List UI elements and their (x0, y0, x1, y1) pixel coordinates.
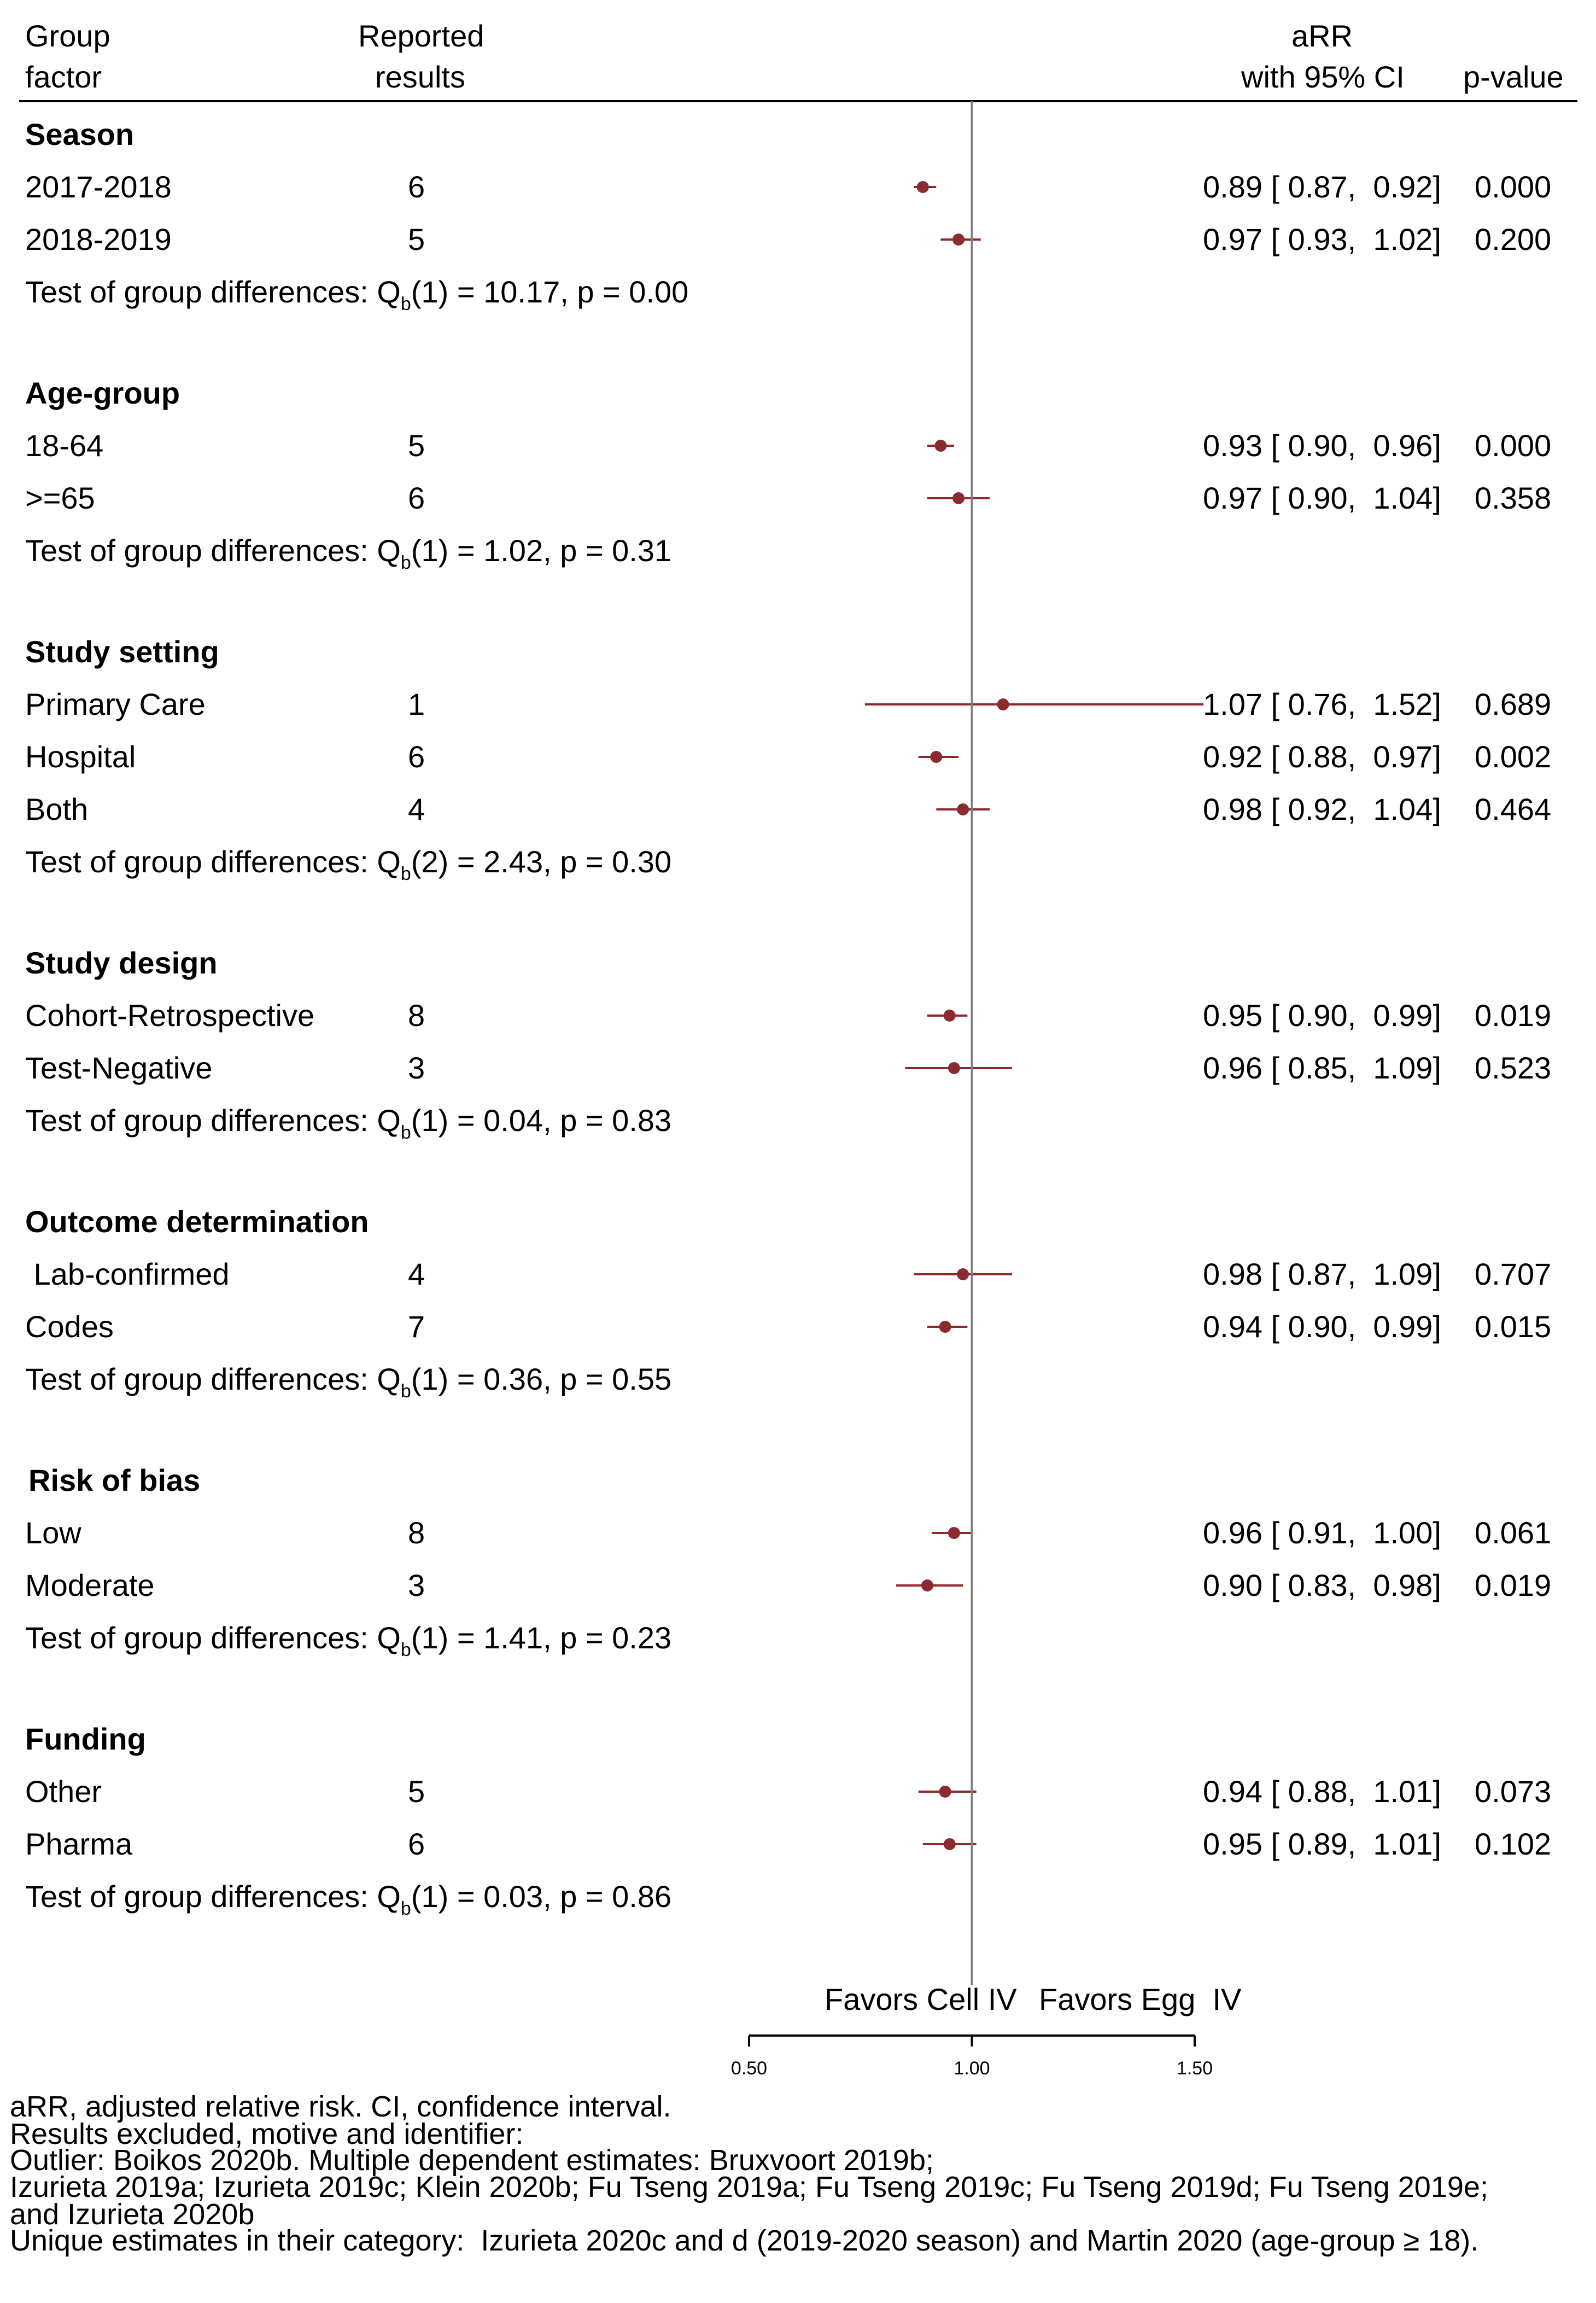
row-count: 6 (408, 481, 425, 515)
row-label: Moderate (25, 1568, 155, 1602)
test-subscript: b (400, 1381, 411, 1402)
group-difference-test (25, 844, 672, 884)
group-heading: Funding (25, 1722, 146, 1756)
row-count: 4 (408, 792, 425, 826)
row-pvalue: 0.000 (1475, 428, 1552, 463)
row-label: Hospital (25, 739, 136, 774)
row-ci-text: 0.96 [ 0.91, 1.00] (1203, 1515, 1441, 1550)
test-statistic: (1) = 10.17, p = 0.00 (411, 275, 689, 309)
test-subscript: b (400, 864, 411, 884)
footnote-line: Outlier: Boikos 2020b. Multiple dependent estimates: Bruxvoort 2019b; (10, 2144, 934, 2177)
estimate-point (921, 1579, 933, 1591)
row-count: 5 (408, 1774, 425, 1809)
row-pvalue: 0.073 (1475, 1774, 1552, 1809)
row-pvalue: 0.200 (1475, 222, 1552, 256)
estimate-point (930, 751, 942, 763)
test-prefix: Test of group differences: Q (25, 1362, 401, 1396)
test-statistic: (1) = 0.03, p = 0.86 (411, 1879, 672, 1914)
group-heading: Age-group (25, 376, 180, 410)
group-difference-test (25, 277, 688, 313)
row-label: Cohort-Retrospective (25, 998, 315, 1033)
footnote-line: aRR, adjusted relative risk. CI, confidence interval. (10, 2090, 671, 2123)
row-label: Lab-confirmed (25, 1257, 230, 1291)
test-subscript: b (400, 552, 411, 573)
row-label: Low (25, 1515, 81, 1550)
row-count: 8 (408, 998, 425, 1033)
group-heading: Study design (25, 946, 218, 980)
group-heading: Study setting (25, 634, 219, 669)
estimate-point (939, 1321, 951, 1333)
row-ci-text: 0.94 [ 0.90, 0.99] (1203, 1309, 1441, 1344)
test-subscript: b (400, 1122, 411, 1143)
estimate-point (957, 803, 969, 815)
estimate-point (917, 181, 929, 193)
row-count: 7 (408, 1309, 425, 1344)
row-count: 6 (408, 1827, 425, 1861)
row-pvalue: 0.523 (1475, 1051, 1552, 1085)
row-ci-text: 0.98 [ 0.87, 1.09] (1203, 1257, 1441, 1291)
row-ci-text: 0.97 [ 0.90, 1.04] (1203, 481, 1441, 515)
row-pvalue: 0.707 (1475, 1257, 1552, 1291)
row-count: 1 (408, 687, 425, 721)
group-difference-test (25, 1620, 672, 1660)
row-count: 4 (408, 1257, 425, 1291)
row-count: 8 (408, 1515, 425, 1550)
header-results: results (375, 60, 465, 94)
row-label: Codes (25, 1309, 114, 1344)
test-subscript: b (400, 1898, 411, 1919)
estimate-point (944, 1010, 956, 1022)
row-ci-text: 0.90 [ 0.83, 0.98] (1203, 1568, 1441, 1602)
row-pvalue: 0.358 (1475, 481, 1552, 515)
row-count: 5 (408, 428, 425, 463)
test-prefix: Test of group differences: Q (25, 533, 401, 568)
row-count: 3 (408, 1051, 425, 1085)
row-label: Other (25, 1774, 102, 1809)
group-heading: Season (25, 117, 135, 151)
header-pvalue: p-value (1463, 60, 1564, 94)
row-pvalue: 0.019 (1475, 998, 1552, 1033)
row-pvalue: 0.002 (1475, 739, 1552, 774)
row-pvalue: 0.689 (1475, 687, 1552, 721)
x-tick-label: 1.50 (1176, 2058, 1213, 2079)
estimate-point (952, 492, 964, 504)
favors-right-label: Favors Egg IV (1039, 1982, 1242, 2016)
group-difference-test (25, 535, 671, 572)
row-pvalue: 0.019 (1475, 1568, 1552, 1602)
estimate-point (997, 698, 1009, 710)
row-pvalue: 0.015 (1475, 1309, 1552, 1344)
header-ci: with 95% CI (1241, 60, 1405, 94)
estimate-point (939, 1786, 951, 1798)
row-pvalue: 0.000 (1475, 170, 1552, 204)
group-difference-test (25, 1881, 671, 1918)
group-difference-test (25, 1364, 671, 1401)
row-label: Test-Negative (25, 1051, 213, 1085)
row-label: Primary Care (25, 687, 206, 721)
row-ci-text: 0.95 [ 0.89, 1.01] (1203, 1827, 1441, 1861)
group-difference-test (25, 1105, 671, 1142)
test-prefix: Test of group differences: Q (25, 844, 401, 879)
footnote-line: and Izurieta 2020b (10, 2198, 255, 2231)
row-ci-text: 0.96 [ 0.85, 1.09] (1203, 1051, 1441, 1085)
test-prefix: Test of group differences: Q (25, 1103, 401, 1138)
row-ci-text: 1.07 [ 0.76, 1.52] (1203, 687, 1441, 721)
row-label: >=65 (25, 481, 95, 515)
row-label: 18-64 (25, 428, 104, 463)
row-ci-text: 0.93 [ 0.90, 0.96] (1203, 428, 1441, 463)
test-statistic: (1) = 1.41, p = 0.23 (411, 1620, 672, 1655)
row-pvalue: 0.102 (1475, 1827, 1552, 1861)
test-statistic: (2) = 2.43, p = 0.30 (411, 844, 672, 879)
estimate-point (952, 234, 964, 246)
row-label: Pharma (25, 1827, 133, 1861)
row-count: 6 (408, 739, 425, 774)
favors-left-label: Favors Cell IV (825, 1982, 1017, 2016)
row-ci-text: 0.95 [ 0.90, 0.99] (1203, 998, 1441, 1033)
row-count: 5 (408, 222, 425, 256)
header-factor: factor (25, 60, 102, 94)
test-statistic: (1) = 0.36, p = 0.55 (411, 1362, 672, 1396)
header-group: Group (25, 19, 110, 53)
estimate-point (944, 1838, 956, 1850)
test-subscript: b (400, 294, 411, 314)
test-prefix: Test of group differences: Q (25, 1879, 401, 1914)
test-prefix: Test of group differences: Q (25, 1620, 401, 1655)
row-pvalue: 0.464 (1475, 792, 1552, 826)
estimate-point (957, 1268, 969, 1280)
row-ci-text: 0.97 [ 0.93, 1.02] (1203, 222, 1441, 256)
row-label: Both (25, 792, 89, 826)
row-pvalue: 0.061 (1475, 1515, 1552, 1550)
x-tick-label: 0.50 (730, 2058, 768, 2079)
test-prefix: Test of group differences: Q (25, 275, 401, 309)
footnote-line: Unique estimates in their category: Izurieta 2020c and d (2019-2020 season) and Martin 2020 (age-group ≥ 18). (10, 2224, 1479, 2257)
estimate-point (934, 440, 946, 452)
row-label: 2017-2018 (25, 170, 172, 204)
header-reported: Reported (358, 19, 484, 53)
header-arr: aRR (1291, 19, 1353, 53)
group-heading: Outcome determination (25, 1204, 369, 1239)
test-statistic: (1) = 0.04, p = 0.83 (411, 1103, 672, 1138)
row-count: 3 (408, 1568, 425, 1602)
estimate-point (948, 1062, 960, 1074)
footnote-line: Results excluded, motive and identifier: (10, 2118, 524, 2150)
test-statistic: (1) = 1.02, p = 0.31 (411, 533, 672, 568)
row-label: 2018-2019 (25, 222, 172, 256)
x-tick-label: 1.00 (954, 2058, 990, 2079)
group-heading: Risk of bias (28, 1463, 201, 1497)
row-ci-text: 0.98 [ 0.92, 1.04] (1203, 792, 1441, 826)
row-ci-text: 0.92 [ 0.88, 0.97] (1203, 739, 1441, 774)
footnote-line: Izurieta 2019a; Izurieta 2019c; Klein 2020b; Fu Tseng 2019a; Fu Tseng 2019c; Fu Tseng 2019d; Fu Tseng 2019e; (10, 2171, 1488, 2203)
estimate-point (948, 1527, 960, 1539)
row-ci-text: 0.94 [ 0.88, 1.01] (1203, 1774, 1441, 1809)
test-subscript: b (400, 1640, 411, 1660)
row-count: 6 (408, 170, 425, 204)
row-ci-text: 0.89 [ 0.87, 0.92] (1203, 170, 1441, 204)
